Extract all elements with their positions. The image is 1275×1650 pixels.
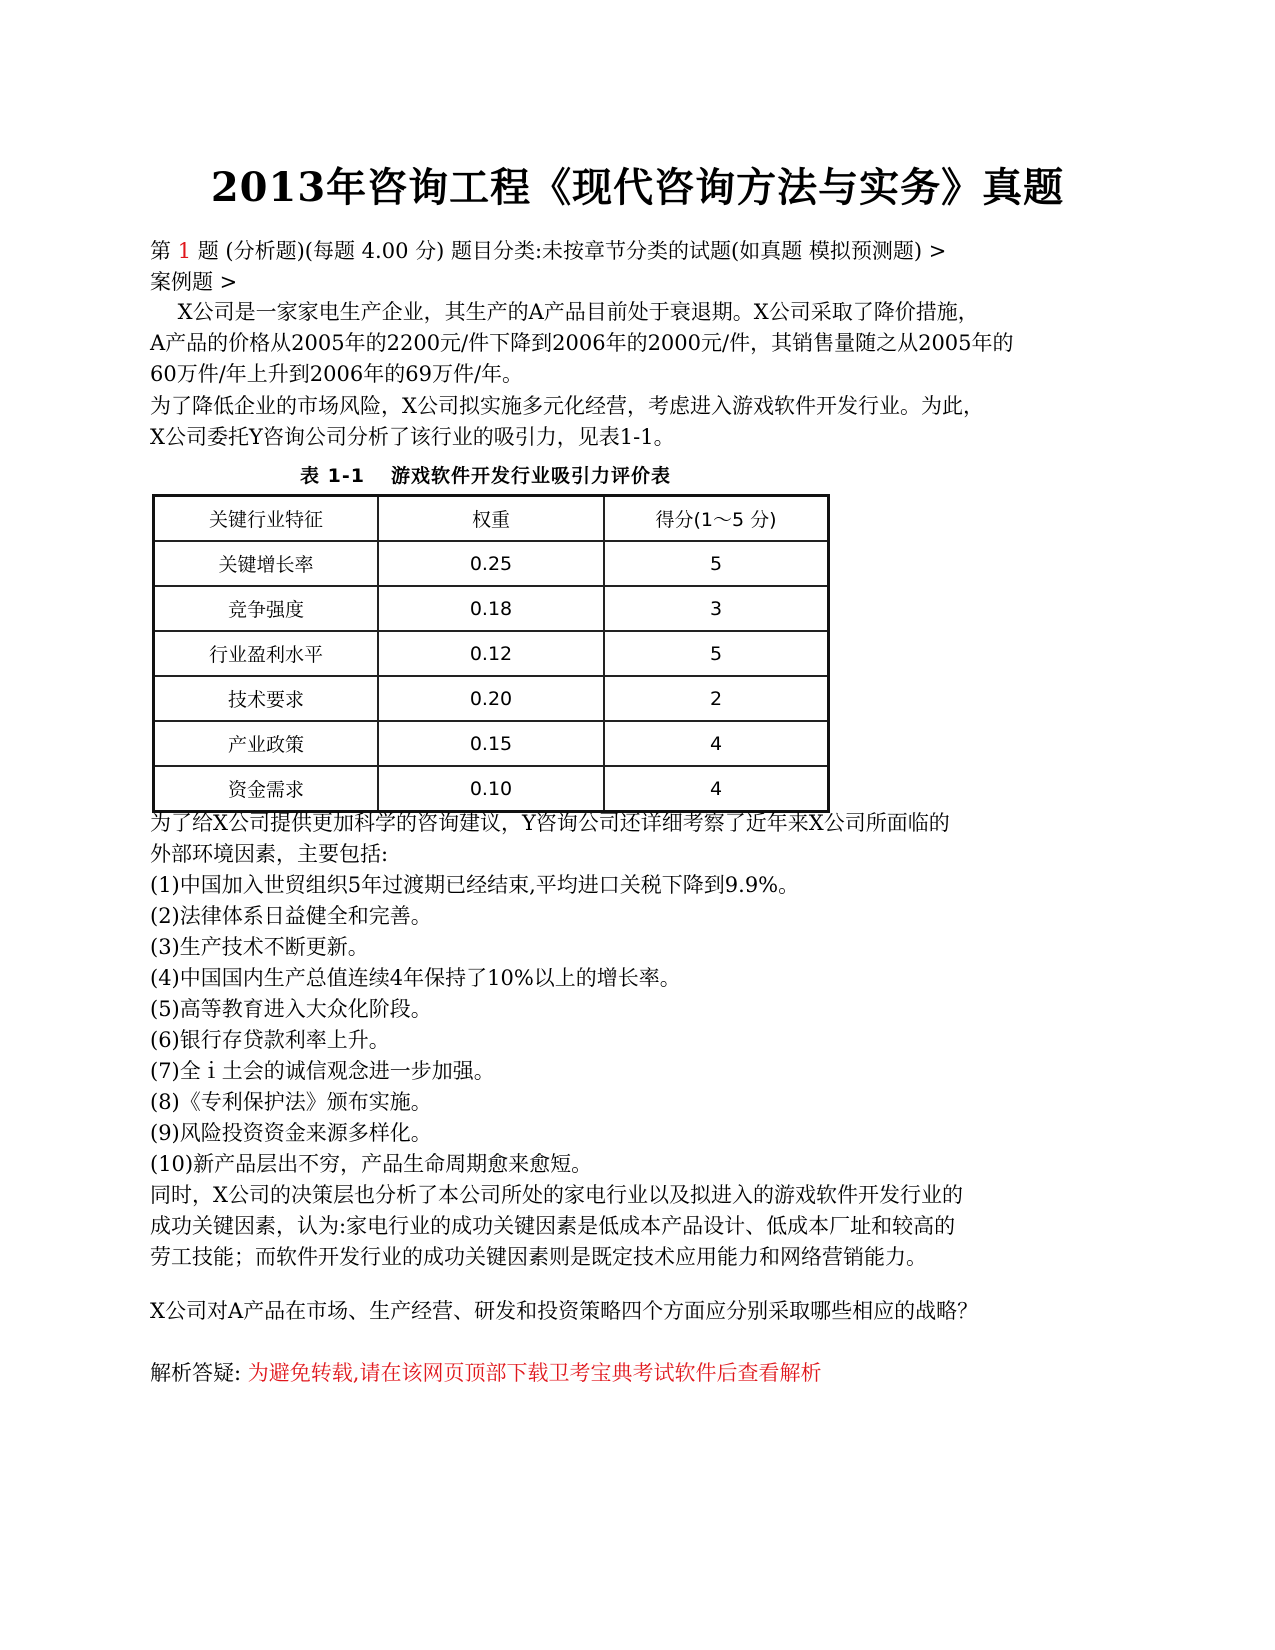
intro-line: X公司是一家家电生产企业，其生产的A产品目前处于衰退期。X公司采取了降价措施， xyxy=(150,300,979,324)
diversify-paragraph xyxy=(150,391,1140,453)
answer-section xyxy=(150,1358,1140,1389)
question-meta: 题 (分析题)(每题 4.00 分) 题目分类:未按章节分类的试题(如真题 模拟预测题) > xyxy=(197,239,947,263)
success-factor-line: 劳工技能；而软件开发行业的成功关键因素则是既定技术应用能力和网络营销能力。 xyxy=(150,1245,927,1269)
success-factor-line: 同时，X公司的决策层也分析了本公司所处的家电行业以及拟进入的游戏软件开发行业的 xyxy=(150,1183,963,1207)
weight-cell: 0.15 xyxy=(378,721,604,766)
question-number: 1 xyxy=(177,239,192,263)
environment-line: 为了给X公司提供更加科学的咨询建议，Y咨询公司还详细考察了近年来X公司所面临的 xyxy=(150,811,950,835)
success-factor-line: 成功关键因素，认为:家电行业的成功关键因素是低成本产品设计、低成本厂址和较高的 xyxy=(150,1214,956,1238)
score-cell: 3 xyxy=(604,586,829,631)
table-row xyxy=(154,766,829,812)
intro-line: A产品的价格从2005年的2200元/件下降到2006年的2000元/件，其销售量随之从2005年的 xyxy=(150,331,1014,355)
score-cell: 5 xyxy=(604,541,829,586)
list-item: (10)新产品层出不穷，产品生命周期愈来愈短。 xyxy=(150,1152,593,1176)
environment-paragraph xyxy=(150,808,1140,870)
table-caption-title: 游戏软件开发行业吸引力评价表 xyxy=(390,465,671,487)
list-item: (2)法律体系日益健全和完善。 xyxy=(150,904,432,928)
list-item: (7)全ｉ土会的诚信观念进一步加强。 xyxy=(150,1059,495,1083)
environment-line: 外部环境因素，主要包括: xyxy=(150,842,389,866)
table-row xyxy=(154,631,829,676)
page-title: 2013年咨询工程《现代咨询方法与实务》真题 xyxy=(210,164,1065,211)
question-category: 案例题 > xyxy=(150,270,238,294)
table-row xyxy=(154,586,829,631)
question-header xyxy=(150,236,1140,267)
score-cell: 4 xyxy=(604,766,829,812)
weight-cell: 0.12 xyxy=(378,631,604,676)
feature-cell: 行业盈利水平 xyxy=(154,631,379,676)
intro-line: 60万件/年上升到2006年的69万件/年。 xyxy=(150,362,524,386)
weight-cell: 0.25 xyxy=(378,541,604,586)
list-item: (3)生产技术不断更新。 xyxy=(150,935,369,959)
success-factor-paragraph xyxy=(150,1180,1140,1273)
environment-factor-list xyxy=(150,870,1140,1180)
list-item: (4)中国国内生产总值连续4年保持了10%以上的增长率。 xyxy=(150,966,681,990)
feature-cell: 资金需求 xyxy=(154,766,379,812)
diversify-line: 为了降低企业的市场风险，X公司拟实施多元化经营，考虑进入游戏软件开发行业。为此， xyxy=(150,394,984,418)
list-item: (1)中国加入世贸组织5年过渡期已经结束,平均进口关税下降到9.9%。 xyxy=(150,873,800,897)
weight-cell: 0.20 xyxy=(378,676,604,721)
feature-cell: 关键增长率 xyxy=(154,541,379,586)
question-text: X公司对A产品在市场、生产经营、研发和投资策略四个方面应分别采取哪些相应的战略？ xyxy=(150,1299,979,1323)
table-row xyxy=(154,721,829,766)
header-cell: 得分(1～5 分) xyxy=(604,496,829,542)
answer-link[interactable]: 为避免转载,请在该网页顶部下载卫考宝典考试软件后查看解析 xyxy=(247,1361,822,1385)
score-cell: 4 xyxy=(604,721,829,766)
feature-cell: 竞争强度 xyxy=(154,586,379,631)
list-item: (8)《专利保护法》颁布实施。 xyxy=(150,1090,432,1114)
table-row xyxy=(154,541,829,586)
feature-cell: 产业政策 xyxy=(154,721,379,766)
answer-label: 解析答疑: xyxy=(150,1361,242,1385)
header-cell: 权重 xyxy=(378,496,604,542)
table-row xyxy=(154,676,829,721)
list-item: (5)高等教育进入大众化阶段。 xyxy=(150,997,432,1021)
score-cell: 2 xyxy=(604,676,829,721)
feature-cell: 技术要求 xyxy=(154,676,379,721)
weight-cell: 0.18 xyxy=(378,586,604,631)
question-prefix: 第 xyxy=(150,239,171,263)
intro-paragraph xyxy=(150,297,1140,390)
table-caption-number: 表 1-1 xyxy=(300,465,365,487)
diversify-line: X公司委托Y咨询公司分析了该行业的吸引力，见表1-1。 xyxy=(150,425,675,449)
table-header-row xyxy=(154,496,829,542)
attractiveness-table xyxy=(152,494,830,813)
weight-cell: 0.10 xyxy=(378,766,604,812)
list-item: (9)风险投资资金来源多样化。 xyxy=(150,1121,432,1145)
score-cell: 5 xyxy=(604,631,829,676)
header-cell: 关键行业特征 xyxy=(154,496,379,542)
table-caption xyxy=(300,461,671,488)
list-item: (6)银行存贷款利率上升。 xyxy=(150,1028,390,1052)
